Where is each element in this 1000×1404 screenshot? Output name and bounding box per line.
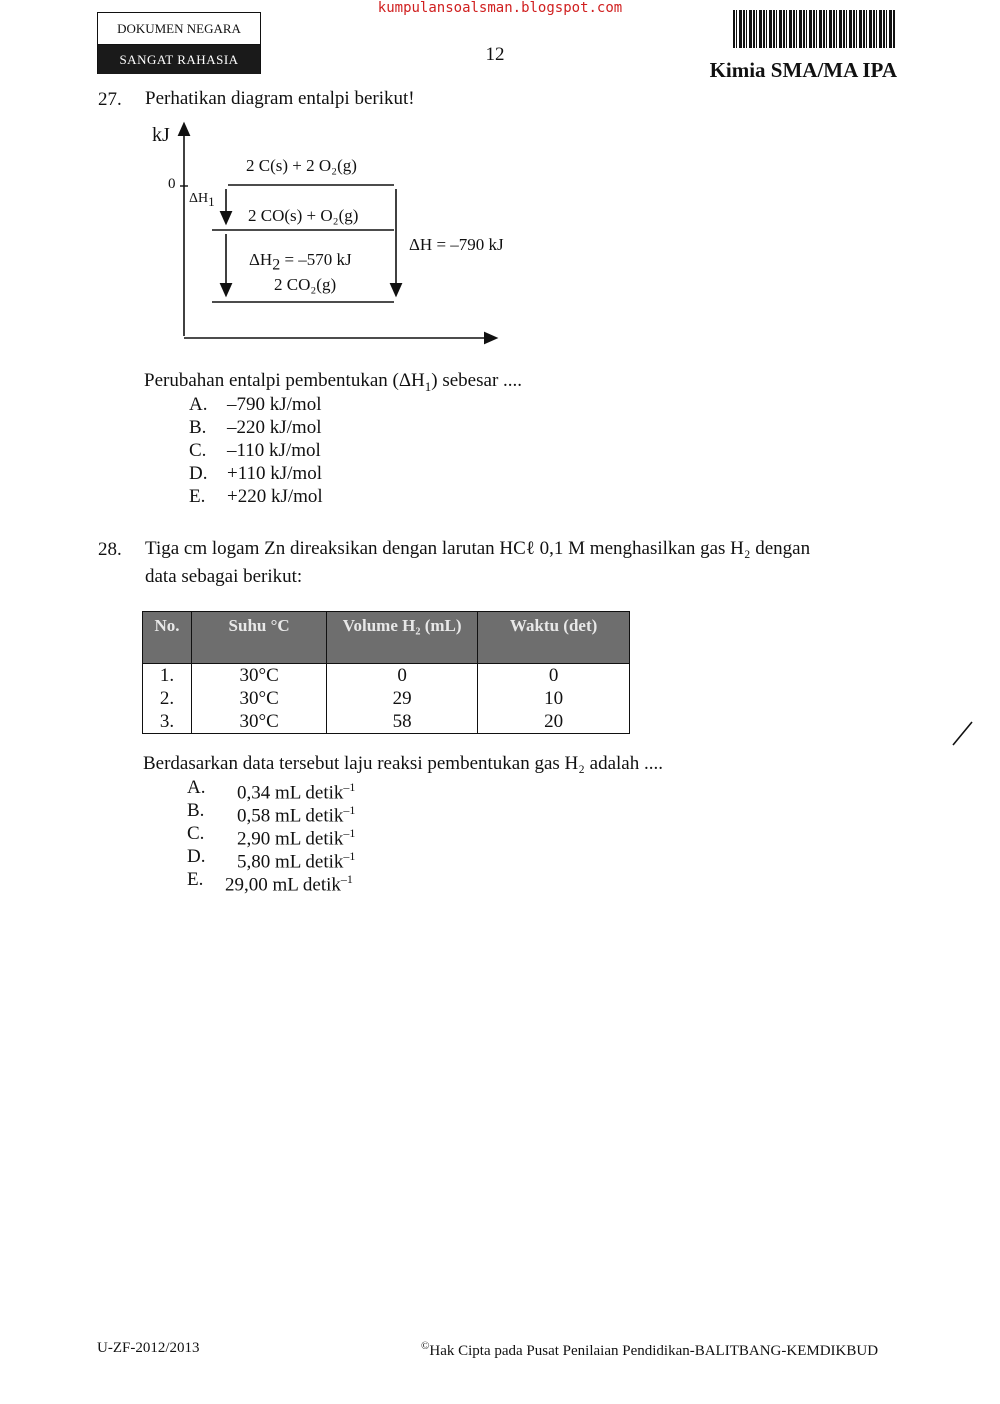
- q27-option-e[interactable]: [189, 485, 489, 508]
- option-text: [225, 868, 353, 896]
- q27-number: 27.: [98, 89, 122, 110]
- q27-question-subscript: 1: [424, 378, 432, 394]
- option-letter: B.: [189, 417, 207, 438]
- option-letter: C.: [189, 440, 207, 461]
- q28-option-d[interactable]: [187, 845, 487, 873]
- option-text: –110 kJ/mol: [227, 440, 321, 461]
- y-axis-label: kJ: [152, 124, 170, 146]
- option-exponent: –1: [343, 780, 356, 794]
- copyright-symbol: ©: [421, 1340, 430, 1352]
- cell-temperature: 30°C: [192, 710, 327, 734]
- dh1-label: [189, 191, 215, 210]
- option-text: +220 kJ/mol: [227, 486, 323, 507]
- option-text: +110 kJ/mol: [227, 463, 322, 484]
- dh2-value: = –570 kJ: [284, 250, 352, 269]
- dh-total-label: ΔH = –790 kJ: [409, 235, 504, 254]
- footer-copyright-text: Hak Cipta pada Pusat Penilaian Pendidikan-BALITBANG-KEMDIKBUD: [429, 1343, 879, 1359]
- q28-text-line2: data sebagai berikut:: [145, 566, 303, 587]
- option-letter: A.: [187, 777, 206, 798]
- option-letter: E.: [187, 869, 204, 890]
- q28-option-c[interactable]: [187, 822, 487, 850]
- q27-question-end: ) sebesar ....: [431, 370, 523, 391]
- watermark-url: kumpulansoalsman.blogspot.com: [377, 0, 623, 16]
- level-mid-label: 2 CO(s) + O₂(g): [248, 206, 359, 225]
- q27-question-text: Perubahan entalpi pembentukan (ΔH: [144, 370, 425, 391]
- col-header-temperature: Suhu °C: [192, 612, 327, 664]
- barcode-image: [733, 10, 896, 48]
- q28-number: 28.: [98, 539, 122, 560]
- q27-option-b[interactable]: [189, 416, 489, 439]
- page-number: 12: [485, 44, 505, 65]
- level-bottom-label: 2 CO₂(g): [274, 275, 337, 294]
- option-exponent: –1: [343, 826, 356, 840]
- option-letter: D.: [187, 846, 206, 867]
- cell-volume: 0: [327, 664, 478, 688]
- q28-text-line1: Tiga cm logam Zn direaksikan dengan larutan HCℓ 0,1 M menghasilkan gas H₂ dengan: [145, 538, 811, 559]
- cell-volume: 58: [327, 710, 478, 734]
- cell-time: 10: [478, 687, 630, 710]
- q28-option-b[interactable]: [187, 799, 487, 827]
- option-exponent: –1: [343, 849, 356, 863]
- dh2-symbol: ΔH: [249, 250, 273, 269]
- dh2-subscript: 2: [272, 256, 281, 274]
- q27-options: [189, 393, 489, 508]
- col-header-no: No.: [143, 612, 192, 664]
- option-text: –220 kJ/mol: [227, 417, 322, 438]
- q27-option-d[interactable]: [189, 462, 489, 485]
- pen-mark-decoration: [950, 720, 974, 748]
- table-row: [143, 710, 630, 734]
- level-top-label: 2 C(s) + 2 O₂(g): [246, 156, 357, 175]
- option-value: 5,80 mL detik: [237, 851, 344, 873]
- cell-time: 0: [478, 664, 630, 688]
- option-exponent: –1: [343, 803, 356, 817]
- footer-code: U-ZF-2012/2013: [97, 1340, 200, 1356]
- secrecy-label: SANGAT RAHASIA: [98, 45, 260, 74]
- option-letter: A.: [189, 394, 208, 415]
- cell-no: 1.: [143, 664, 192, 688]
- dh2-label: [249, 250, 352, 274]
- option-letter: C.: [187, 823, 205, 844]
- cell-no: 2.: [143, 687, 192, 710]
- q28-question: Berdasarkan data tersebut laju reaksi pembentukan gas H₂ adalah ....: [143, 753, 663, 774]
- option-letter: E.: [189, 486, 206, 507]
- doc-type-label: DOKUMEN NEGARA: [98, 13, 260, 45]
- q27-option-a[interactable]: [189, 393, 489, 416]
- table-row: [143, 687, 630, 710]
- option-letter: D.: [189, 463, 208, 484]
- reaction-data-table: [142, 611, 630, 734]
- q28-option-e[interactable]: [187, 868, 487, 896]
- cell-no: 3.: [143, 710, 192, 734]
- zero-label: 0: [168, 176, 176, 192]
- dh1-subscript: 1: [208, 193, 215, 209]
- q27-prompt: Perhatikan diagram entalpi berikut!: [145, 88, 415, 109]
- cell-temperature: 30°C: [192, 687, 327, 710]
- option-text: –790 kJ/mol: [227, 394, 322, 415]
- cell-temperature: 30°C: [192, 664, 327, 688]
- option-value: 29,00 mL detik: [225, 874, 341, 896]
- col-header-volume: Volume H₂ (mL): [327, 612, 478, 664]
- footer-copyright: [421, 1340, 878, 1360]
- option-value: 2,90 mL detik: [237, 828, 344, 850]
- col-header-time: Waktu (det): [478, 612, 630, 664]
- dh1-symbol: ΔH: [189, 191, 209, 206]
- option-value: 0,34 mL detik: [237, 782, 344, 804]
- subject-title: Kimia SMA/MA IPA: [709, 58, 897, 82]
- option-letter: B.: [187, 800, 205, 821]
- q28-options: [187, 776, 487, 896]
- q27-option-c[interactable]: [189, 439, 489, 462]
- option-exponent: –1: [340, 872, 353, 886]
- table-row: [143, 664, 630, 688]
- option-value: 0,58 mL detik: [237, 805, 344, 827]
- cell-volume: 29: [327, 687, 478, 710]
- document-classification-box: [97, 12, 261, 74]
- table-header-row: [143, 612, 630, 664]
- cell-time: 20: [478, 710, 630, 734]
- q28-option-a[interactable]: [187, 776, 487, 804]
